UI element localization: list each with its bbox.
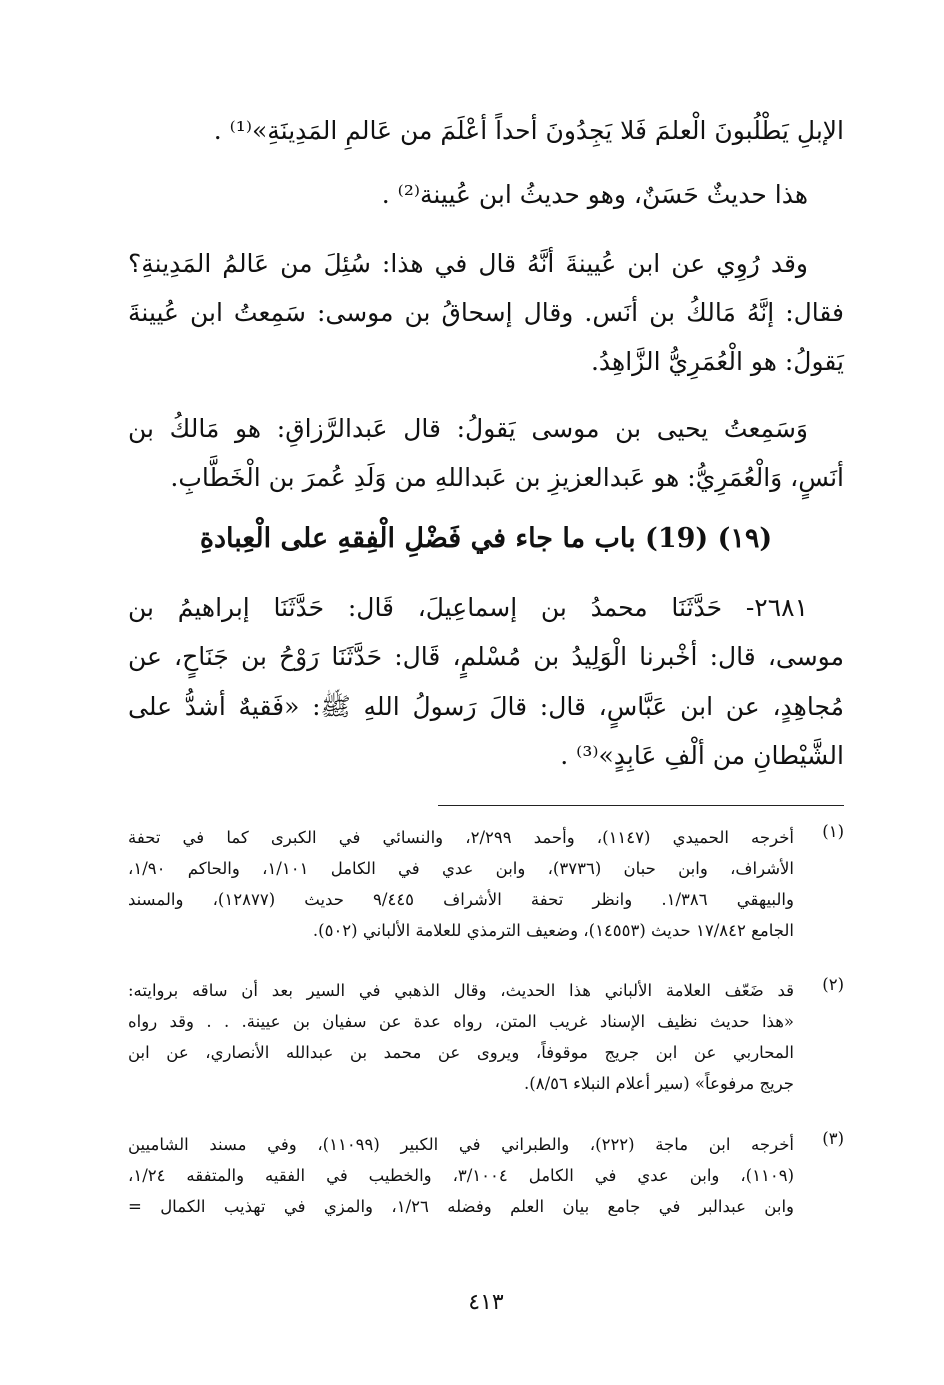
footnote-line: الجامع ١٧/٨٤٢ حديث (١٤٥٥٣)، وضعيف الترمذي للعلامة الألباني (٥٠٢). [312, 921, 794, 940]
text-line-5: يَقولُ: هو الْعُمَرِيُّ الزَّاهِدُ. [590, 347, 844, 376]
footnote-line: قد ضَعّف العلامة الألباني هذا الحديث، وقال الذهبي في السير بعد أن ساقه بروايته: [128, 981, 794, 1000]
text-line-6: وَسَمِعتُ يحيى بن موسى يَقولُ: قال عَبدالرَّزاقِ: هو مَالكُ بن [128, 414, 808, 443]
footnote-number: (١) [822, 822, 844, 841]
book-page [128, 0, 844, 1385]
text-line-2: هذا حديثٌ حَسَنٌ، وهو حديثُ ابن عُيينة⁽²⁾ . [381, 180, 808, 209]
footnote-line: أخرجه ابن ماجة (٢٢٢)، والطبراني في الكبير (١١٠٩٩)، وفي مسند الشاميين [128, 1135, 794, 1154]
footnote-line: الأشراف، وابن حبان (٣٧٣٦)، وابن عدي في الكامل ١/١٠١، والحاكم ١/٩٠، [128, 859, 795, 878]
footnote-line: «هذا حديث نظيف الإسناد غريب المتن، رواه عدة عن سفيان بن عيينة. . . وقد رواه [128, 1012, 794, 1031]
text-line-7: أنَسٍ، وَالْعُمَرِيُّ: هو عَبدالعزيزِ بن عَبداللهِ من وَلَدِ عُمرَ بن الْخَطَّابِ. [170, 463, 844, 492]
hadith-line-3: مُجاهِدٍ، عن ابن عَبَّاسٍ، قال: قالَ رَسولُ اللهِ ﷺ: «فَقيهٌ أشدُّ على [128, 692, 844, 721]
footnote-line: (١١٠٩)، وابن عدي في الكامل ٣/١٠٠٤، والخطيب في الفقيه والمتفقه ١/٢٤، [128, 1166, 794, 1185]
text-line-3: وقد رُوِي عن ابن عُيينةَ أنَّهُ قال في هذا: سُئِلَ من عَالمُ المَدِينةِ؟ [128, 249, 808, 278]
footnote-number: (٢) [822, 975, 844, 994]
hadith-line-4: الشَّيْطانِ من ألْفِ عَابِدٍ»⁽³⁾ . [560, 741, 844, 770]
footnote-number: (٣) [822, 1129, 844, 1148]
footnote-line: المحاربي عن ابن جريج موقوفاً، ويروى عن محمد بن عبدالله الأنصاري، عن ابن [128, 1043, 794, 1062]
footnote-separator [438, 805, 844, 806]
chapter-heading: (١٩) (19) باب ما جاء في فَضْلِ الْفِقهِ على الْعِبادةِ [199, 523, 773, 554]
text-line-4: فقال: إنَّهُ مَالكُ بن أنَس. وقال إسحاقُ بن موسى: سَمِعتُ ابن عُيينةَ [128, 298, 844, 327]
footnote-line: وابن عبدالبر في جامع بيان العلم وفضله ١/٢٦، والمزي في تهذيب الكمال = [128, 1197, 794, 1216]
footnote-line: والبيهقي ١/٣٨٦. وانظر تحفة الأشراف ٩/٤٤٥ حديث (١٢٨٧٧)، والمسند [128, 890, 794, 909]
hadith-line-2: موسى، قال: أخْبرنا الْوَلِيدُ بن مُسْلمٍ، قَال: حَدَّثَنَا رَوْحُ بن جَنَاحٍ، عن [128, 642, 844, 671]
hadith-line-1: ٢٦٨١- حَدَّثَنَا محمدُ بن إسماعِيلَ، قَال: حَدَّثَنَا إبراهيمُ بن [128, 593, 808, 622]
footnote-line: جريج مرفوعاً» (سير أعلام النبلاء ٨/٥٦). [524, 1074, 794, 1093]
text-line-1: الإبلِ يَطْلُبونَ الْعلمَ فَلا يَجِدُونَ أحداً أعْلَمَ من عَالمِ المَدِينَةِ»⁽¹⁾ . [213, 116, 844, 145]
page-number: ٤١٣ [468, 1290, 504, 1315]
footnote-line: أخرجه الحميدي (١١٤٧)، وأحمد ٢/٢٩٩، والنسائي في الكبرى كما في تحفة [128, 828, 794, 847]
